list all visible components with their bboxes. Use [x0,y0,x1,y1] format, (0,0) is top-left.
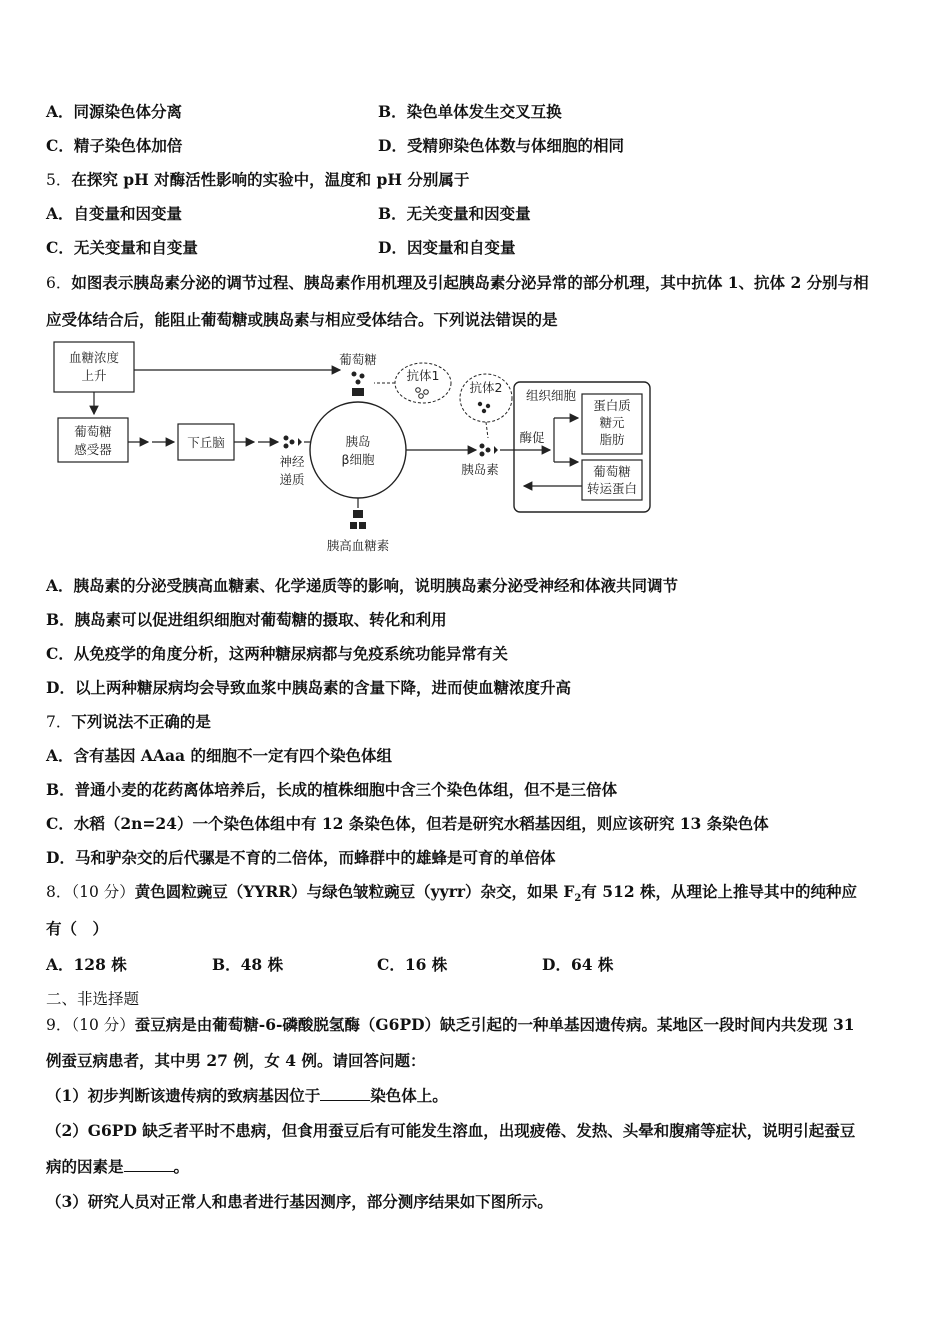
q6-option-c: C．从免疫学的角度分析，这两种糖尿病都与免疫系统功能异常有关 [46,644,508,663]
q4-option-c: C．精子染色体加倍 [46,136,183,155]
q9-part1-blank[interactable] [320,1086,370,1101]
products-label-2: 糖元 [599,415,625,430]
tissue-cell-label: 组织细胞 [525,388,577,403]
q7-option-a: A．含有基因 AAaa 的细胞不一定有四个染色体组 [46,746,392,765]
q5-option-b: B．无关变量和因变量 [378,204,531,223]
neurotransmitter-label-2: 递质 [279,472,305,487]
q4-option-a: A．同源染色体分离 [46,102,183,121]
hypothalamus-label: 下丘脑 [187,435,225,450]
q9-stem-line1 [46,1014,855,1036]
q7-stem-text: 下列说法不正确的是 [71,712,211,731]
glucagon-icon [350,510,366,529]
neurotransmitter-label-1: 神经 [279,454,305,469]
islet-label-2: β细胞 [341,452,375,467]
glucose-receptor-label-1: 葡萄糖 [74,424,112,439]
islet-beta-cell [310,402,406,498]
q7-number: 7． [46,713,72,731]
transporter-label-1: 葡萄糖 [593,464,631,479]
q8-stem-line2: 有（ ） [46,919,109,938]
q8-number: 8． [46,883,72,901]
q6-number: 6． [46,274,72,292]
q7-stem [46,711,211,733]
q9-stem-line2: 例蚕豆病患者，其中男 27 例，女 4 例。请回答问题： [46,1051,426,1070]
q9-part2-a: 病的因素是 [46,1157,124,1176]
enzyme-label: 酶促 [519,430,545,445]
q8-subscript: 2 [574,893,582,905]
q6-stem-text1: 如图表示胰岛素分泌的调节过程、胰岛素作用机理及引起胰岛素分泌异常的部分机理，其中抗体 1、抗体 2 分别与相 [71,273,869,292]
insulin-label: 胰岛素 [461,462,499,477]
q4-option-d: D．受精卵染色体数与体细胞的相同 [378,136,624,155]
q5-stem-text: 在探究 pH 对酶活性影响的实验中，温度和 pH 分别属于 [71,170,470,189]
q6-stem-line2: 应受体结合后，能阻止葡萄糖或胰岛素与相应受体结合。下列说法错误的是 [46,310,558,329]
q9-part1-a: （1）初步判断该遗传病的致病基因位于 [46,1086,321,1105]
transporter-label-2: 转运蛋白 [586,481,638,496]
blood-sugar-label-2: 上升 [81,368,107,383]
islet-label-1: 胰岛 [345,434,371,449]
insulin-icon [480,444,499,457]
q8-option-c: C．16 株 [377,955,448,974]
q9-part1-b: 染色体上。 [370,1086,448,1105]
q5-option-a: A．自变量和因变量 [46,204,183,223]
antibody2-label: 抗体2 [469,380,503,395]
q8-stem-b: 有 512 株，从理论上推导其中的纯种应 [581,882,858,901]
q5-number: 5． [46,171,72,189]
glucose-receptor-label-2: 感受器 [74,442,112,457]
q8-score: （10 分） [71,883,135,901]
q8-stem-line1 [46,881,857,910]
q7-option-b: B．普通小麦的花药离体培养后，长成的植株细胞中含三个染色体组，但不是三倍体 [46,780,618,799]
insulin-regulation-diagram [48,338,658,558]
q7-option-d: D．马和驴杂交的后代骡是不育的二倍体，而蜂群中的雄蜂是可育的单倍体 [46,848,556,867]
glucose-top-label: 葡萄糖 [339,352,377,367]
q8-stem-a: 黄色圆粒豌豆（YYRR）与绿色皱粒豌豆（yyrr）杂交，如果 F [134,882,575,901]
q5-option-d: D．因变量和自变量 [378,238,516,257]
glucagon-label: 胰高血糖素 [326,538,390,553]
antibody2-link [486,422,488,438]
q6-option-a: A．胰岛素的分泌受胰高血糖素、化学递质等的影响，说明胰岛素分泌受神经和体液共同调节 [46,576,679,595]
q8-option-a: A．128 株 [46,955,127,974]
q9-part2-line1: （2）G6PD 缺乏者平时不患病，但食用蚕豆后有可能发生溶血，出现疲倦、发热、头晕和腹痛等症状，说明引起蚕豆 [46,1121,856,1140]
q9-score: （10 分） [71,1016,135,1034]
q9-stem-text1: 蚕豆病是由葡萄糖-6-磷酸脱氢酶（G6PD）缺乏引起的一种单基因遗传病。某地区一段时间内共发现 31 [134,1015,855,1034]
section-2-title: 二、非选择题 [46,990,140,1008]
q9-part2-b: 。 [173,1157,190,1176]
q5-option-c: C．无关变量和自变量 [46,238,198,257]
q5-stem [46,169,469,191]
q9-part3: （3）研究人员对正常人和患者进行基因测序，部分测序结果如下图所示。 [46,1192,553,1211]
q9-part2-line2 [46,1156,189,1178]
q6-option-b: B．胰岛素可以促进组织细胞对葡萄糖的摄取、转化和利用 [46,610,447,629]
q9-part2-blank[interactable] [124,1157,174,1172]
q8-option-b: B．48 株 [212,955,284,974]
blood-sugar-label-1: 血糖浓度 [68,350,120,365]
neurotransmitter-icon [284,436,303,449]
antibody1-icon [416,388,429,399]
q6-stem-line1 [46,272,869,294]
antibody1-label: 抗体1 [406,368,440,383]
antibody2-icon [478,402,490,413]
products-label-3: 脂肪 [599,432,625,447]
glucose-receptor-icon [352,372,365,397]
q8-option-d: D．64 株 [542,955,614,974]
q6-option-d: D．以上两种糖尿病均会导致血浆中胰岛素的含量下降，进而使血糖浓度升高 [46,678,571,697]
q9-part1 [46,1085,448,1107]
q7-option-c: C．水稻（2n=24）一个染色体组中有 12 条染色体，但若是研究水稻基因组，则应该研究 13 条染色体 [46,814,769,833]
q9-number: 9． [46,1016,72,1034]
q4-option-b: B．染色单体发生交叉互换 [378,102,562,121]
products-label-1: 蛋白质 [593,398,631,413]
